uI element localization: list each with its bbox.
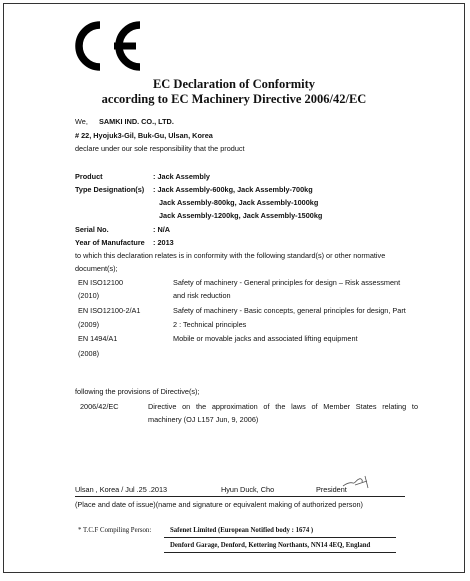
signatory-position: President	[316, 485, 347, 494]
directive-description: Directive on the approximation of the laws of Member States relating to	[148, 402, 418, 411]
title-line-1: EC Declaration of Conformity	[152, 77, 316, 91]
type-designation-line-1: : Jack Assembly-600kg, Jack Assembly-700kg	[153, 185, 313, 194]
declaration-statement: declare under our sole responsibility that the product	[75, 144, 245, 153]
standards-intro-line-1: to which this declaration relates is in conformity with the following standard(s) or other normative	[75, 251, 386, 260]
signature-caption: (Place and date of issue)(name and signature or equivalent making of authorized person)	[75, 500, 363, 509]
ce-mark-logo	[70, 17, 146, 75]
standard-code: EN ISO12100	[78, 278, 124, 287]
document-title	[4, 77, 464, 107]
handwritten-signature	[341, 474, 371, 490]
manufacturer-address: # 22, Hyojuk3-Gil, Buk-Gu, Ulsan, Korea	[75, 131, 213, 140]
product-label: Product	[75, 172, 103, 181]
declaration-page	[3, 3, 465, 573]
signatory-name: Hyun Duck, Cho	[221, 485, 275, 494]
standard-description: Safety of machinery - Basic concepts, general principles for design, Part	[173, 306, 406, 315]
title-line-2: according to EC Machinery Directive 2006/42/EC	[101, 92, 367, 106]
standard-year: (2009)	[78, 320, 100, 329]
signature-line	[75, 496, 405, 497]
serial-label: Serial No.	[75, 225, 109, 234]
type-designation-label: Type Designation(s)	[75, 185, 145, 194]
product-value: : Jack Assembly	[153, 172, 210, 181]
place-and-date: Ulsan , Korea / Jul .25 .2013	[75, 485, 168, 494]
tcf-label: * T.C.F Compiling Person:	[78, 527, 152, 534]
standard-description-cont: and risk reduction	[173, 291, 231, 300]
type-designation-line-2: Jack Assembly-800kg, Jack Assembly-1000kg	[159, 198, 319, 207]
type-designation-line-3: Jack Assembly-1200kg, Jack Assembly-1500kg	[159, 211, 323, 220]
year-label: Year of Manufacture	[75, 238, 145, 247]
standard-code: EN ISO12100-2/A1	[78, 306, 141, 315]
standards-intro-line-2: document(s);	[75, 264, 118, 273]
we-label: We,	[75, 117, 88, 126]
standard-description: Safety of machinery - General principles for design – Risk assessment	[173, 278, 401, 287]
directive-intro: following the provisions of Directive(s);	[75, 387, 200, 396]
manufacturer-name: SAMKI IND. CO., LTD.	[99, 117, 174, 126]
standard-description: Mobile or movable jacks and associated lifting equipment	[173, 334, 358, 343]
standard-year: (2008)	[78, 349, 100, 358]
tcf-address: Denford Garage, Denford, Kettering Northants, NN14 4EQ, England	[170, 542, 371, 549]
serial-value: : N/A	[153, 225, 171, 234]
directive-description-cont: machinery (OJ L157 Jun, 9, 2006)	[148, 415, 259, 424]
tcf-line-1	[164, 537, 396, 538]
standard-year: (2010)	[78, 291, 100, 300]
tcf-notified-body: Safenet Limited (European Notified body : 1674 )	[170, 527, 314, 534]
directive-code: 2006/42/EC	[80, 402, 119, 411]
tcf-line-2	[164, 552, 396, 553]
standard-description-cont: 2 : Technical principles	[173, 320, 247, 329]
standard-code: EN 1494/A1	[78, 334, 118, 343]
year-value: : 2013	[153, 238, 174, 247]
